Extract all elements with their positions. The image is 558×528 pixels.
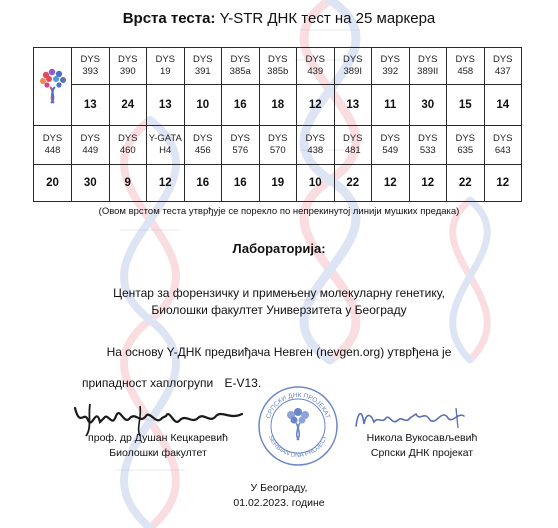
place-text: У Београду,: [250, 482, 308, 494]
marker-name: DYS 549: [372, 126, 410, 165]
marker-name: DYS 385b: [259, 48, 297, 85]
marker-value: 20: [34, 165, 72, 202]
marker-value: 15: [447, 85, 485, 126]
haplogroup-line: [82, 376, 261, 390]
marker-value: 12: [484, 165, 522, 202]
project-stamp: [257, 385, 339, 467]
marker-value: 30: [409, 85, 447, 126]
marker-value: 16: [222, 165, 260, 202]
left-signatory-org: Биолошки факултет: [109, 447, 207, 459]
marker-value-row-1: [34, 85, 522, 126]
marker-value: 24: [109, 85, 147, 126]
marker-name: DYS 576: [222, 126, 260, 165]
marker-name: DYS 458: [447, 48, 485, 85]
marker-value: 10: [297, 165, 335, 202]
marker-value: 12: [297, 85, 335, 126]
marker-name: DYS 392: [372, 48, 410, 85]
stamp-tree-icon: [287, 408, 309, 440]
marker-value: 22: [447, 165, 485, 202]
marker-name: DYS 389II: [409, 48, 447, 85]
marker-name: DYS 438: [297, 126, 335, 165]
stamp-top-text: СРПСКИ ДНК ПРОЈЕКАТ: [265, 391, 331, 420]
date-text: 01.02.2023. године: [233, 497, 325, 509]
marker-name-row-2: [34, 126, 522, 165]
marker-value: 10: [184, 85, 222, 126]
test-type-title: [0, 10, 558, 27]
marker-name: DYS 390: [109, 48, 147, 85]
marker-name: DYS 449: [72, 126, 110, 165]
marker-value: 30: [72, 165, 110, 202]
laboratory-text: [0, 285, 558, 319]
marker-value: 19: [259, 165, 297, 202]
marker-value: 12: [409, 165, 447, 202]
test-note: (Овом врстом теста утврђује се порекло по непрекинутој линији мушких предака): [98, 206, 460, 217]
marker-table: [33, 47, 522, 202]
basis-text: На основу Y-ДНК предвиђача Невген (nevgen.org) утврђена је: [106, 345, 452, 359]
marker-name: DYS 533: [409, 126, 447, 165]
right-signatory-org: Српски ДНК пројекат: [370, 447, 474, 459]
marker-value: 22: [334, 165, 372, 202]
marker-name: DYS 635: [447, 126, 485, 165]
signature-left: [70, 398, 250, 438]
marker-name: DYS 439: [297, 48, 335, 85]
test-type-value: Y-STR ДНК тест на 25 маркера: [219, 10, 436, 27]
test-type-label: Врста теста:: [122, 10, 216, 27]
haplogroup-label: припадност хаплогрупи: [82, 376, 214, 390]
logo-cell: [34, 48, 72, 126]
marker-name: DYS 19: [147, 48, 185, 85]
laboratory-line-2: Биолошки факултет Универзитета у Београду: [151, 303, 407, 317]
marker-name: DYS 570: [259, 126, 297, 165]
marker-value: 9: [109, 165, 147, 202]
marker-name-row-1: [34, 48, 522, 85]
marker-value: 13: [72, 85, 110, 126]
marker-value: 12: [372, 165, 410, 202]
left-signatory-name: проф. др Душан Кецкаревић: [88, 432, 228, 444]
marker-name: DYS 460: [109, 126, 147, 165]
marker-name: DYS 393: [72, 48, 110, 85]
laboratory-line-1: Центар за форензичку и примењену молекуларну генетику,: [113, 286, 445, 300]
marker-name: Y-GATA H4: [147, 126, 185, 165]
marker-name: DYS 481: [334, 126, 372, 165]
marker-value: 13: [147, 85, 185, 126]
marker-name: DYS 385a: [222, 48, 260, 85]
marker-value: 12: [147, 165, 185, 202]
marker-name: DYS 643: [484, 126, 522, 165]
marker-name: DYS 391: [184, 48, 222, 85]
dna-tree-logo: [38, 67, 68, 107]
right-signatory-name: Никола Вукосављевић: [366, 432, 478, 444]
marker-value: 16: [222, 85, 260, 126]
marker-value: 14: [484, 85, 522, 126]
marker-value-row-2: [34, 165, 522, 202]
marker-value: 16: [184, 165, 222, 202]
marker-name: DYS 389I: [334, 48, 372, 85]
marker-value: 18: [259, 85, 297, 126]
marker-value: 11: [372, 85, 410, 126]
marker-name: DYS 437: [484, 48, 522, 85]
stamp-bottom-text: SERBIAN DNA PROJECT: [266, 434, 330, 460]
marker-name: DYS 456: [184, 126, 222, 165]
marker-value: 13: [334, 85, 372, 126]
place-date: [0, 481, 558, 511]
haplogroup-value: E-V13.: [224, 376, 262, 390]
marker-name: DYS 448: [34, 126, 72, 165]
laboratory-heading: Лабораторија:: [232, 241, 326, 256]
signature-right: [352, 404, 472, 432]
